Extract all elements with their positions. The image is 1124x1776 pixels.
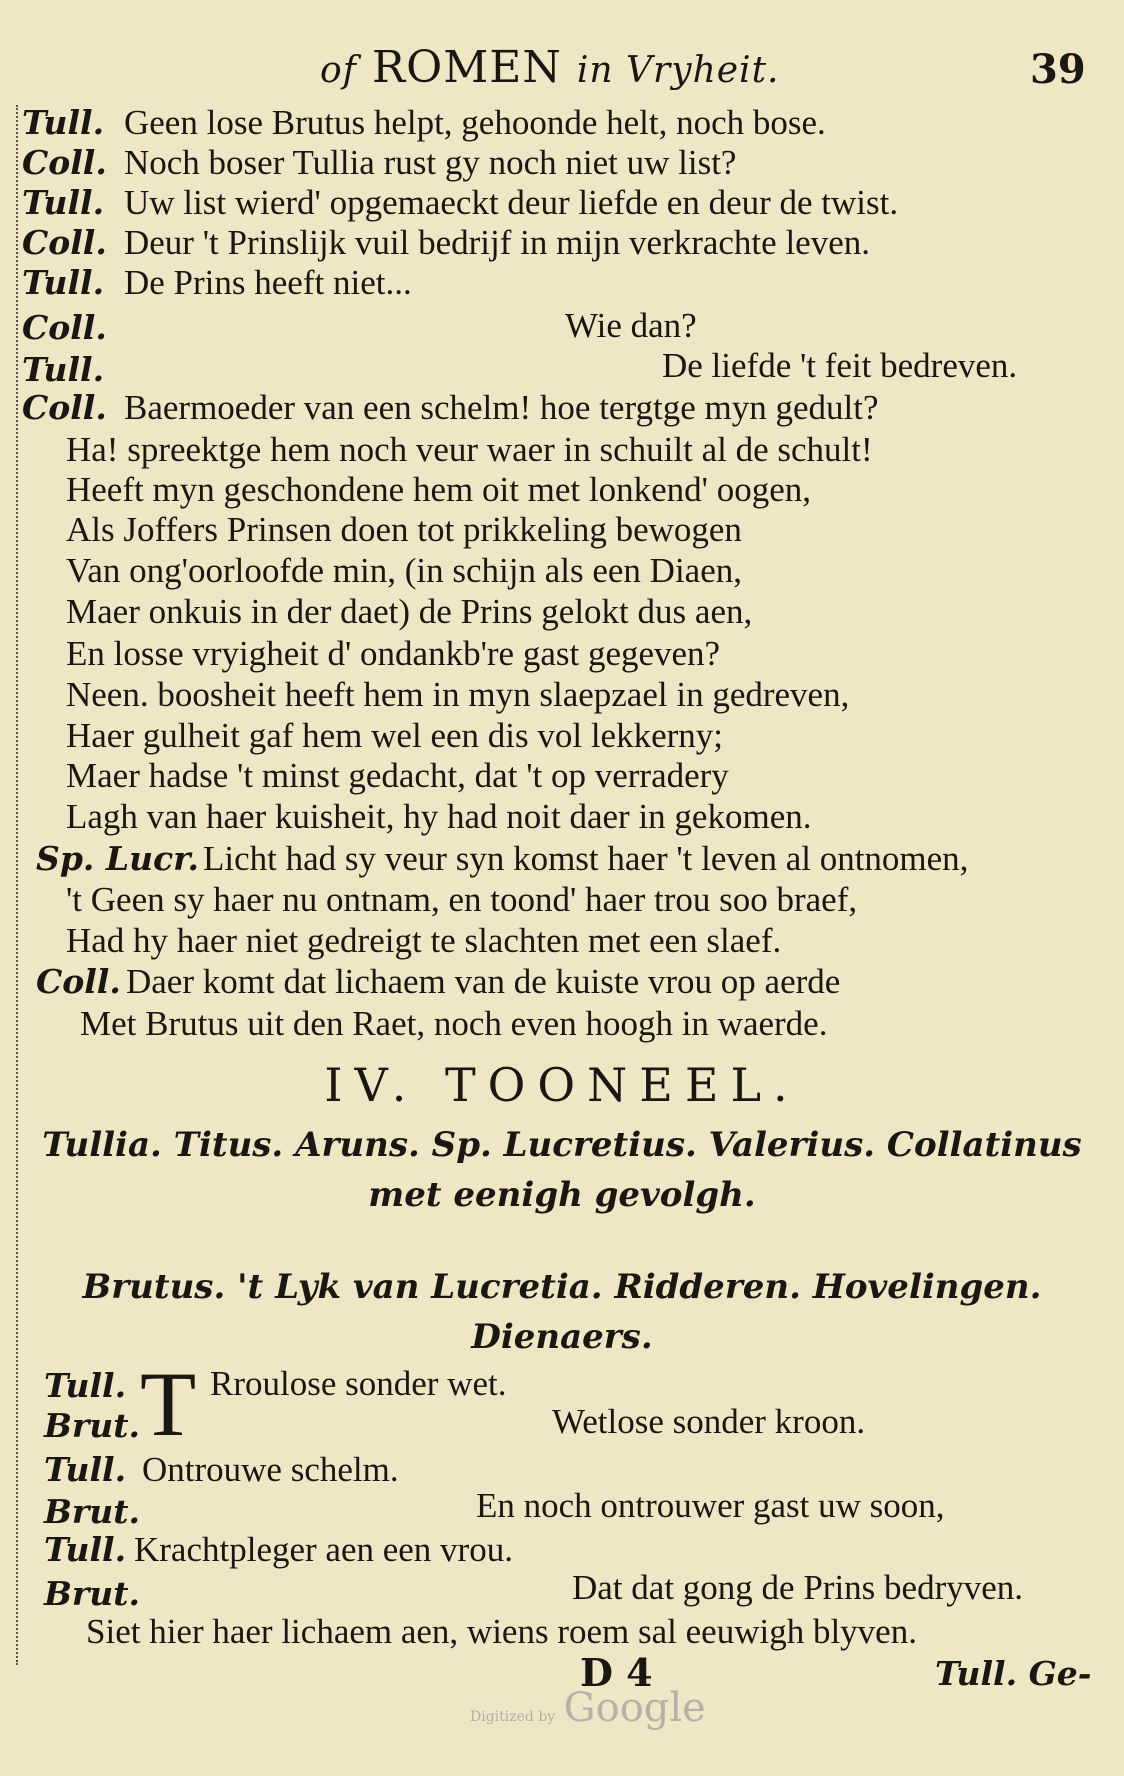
- verse-line: Van ong'oorloofde min, (in schijn als een Diaen,: [66, 551, 743, 590]
- verse-line: Deur 't Prinslijk vuil bedrijf in mijn verkrachte leven.: [124, 223, 870, 262]
- verse-line: En noch ontrouwer gast uw soon,: [476, 1486, 945, 1525]
- speaker-label: Coll.: [22, 223, 107, 262]
- speaker-label: Coll.: [22, 143, 107, 182]
- verse-line: De Prins heeft niet...: [124, 263, 412, 302]
- speaker-label: Brut.: [44, 1406, 141, 1445]
- verse-line: Dat dat gong de Prins bedryven.: [572, 1568, 1024, 1607]
- verse-line: Geen lose Brutus helpt, gehoonde helt, noch bose.: [124, 103, 826, 142]
- page-header: [0, 38, 1124, 98]
- verse-line: Ontrouwe schelm.: [142, 1450, 399, 1489]
- speaker-label: Tull.: [44, 1530, 127, 1569]
- left-margin-rule: [16, 105, 18, 1665]
- digitized-watermark: [470, 1685, 706, 1731]
- speaker-label: Tull.: [22, 350, 105, 389]
- speaker-label: Sp. Lucr.: [36, 839, 200, 878]
- verse-line: 't Geen sy haer nu ontnam, en toond' haer trou soo braef,: [66, 880, 858, 919]
- verse-line: Als Joffers Prinsen doen tot prikkeling bewogen: [66, 510, 742, 549]
- verse-line: Baermoeder van een schelm! hoe tergtge myn gedult?: [124, 388, 879, 427]
- verse-line: Maer onkuis in der daet) de Prins gelokt dus aen,: [66, 592, 753, 631]
- dramatis-personae-line: Brutus. 't Lyk van Lucretia. Ridderen. Hovelingen.: [82, 1267, 1042, 1307]
- drop-cap: T: [140, 1353, 197, 1455]
- dramatis-personae-line: Tullia. Titus. Aruns. Sp. Lucretius. Valerius. Collatinus: [42, 1125, 1082, 1165]
- dramatis-personae-line: met eenigh gevolgh.: [368, 1175, 756, 1215]
- speaker-label: Tull.: [44, 1450, 127, 1489]
- catchword: Tull. Ge-: [935, 1654, 1092, 1693]
- speaker-label: Tull.: [22, 263, 105, 302]
- dramatis-personae-line: Dienaers.: [471, 1317, 653, 1357]
- verse-line: En losse vryigheit d' ondankb're gast gegeven?: [66, 634, 721, 673]
- verse-line: Neen. boosheit heeft hem in myn slaepzael in gedreven,: [66, 675, 850, 714]
- running-title-post: in Vryheit.: [576, 50, 780, 91]
- verse-line: Maer hadse 't minst gedacht, dat 't op verradery: [66, 756, 729, 795]
- speaker-label: Tull.: [22, 103, 105, 142]
- verse-line: Had hy haer niet gedreigt te slachten met een slaef.: [66, 921, 782, 960]
- verse-line: Heeft myn geschondene hem oit met lonkend' oogen,: [66, 470, 811, 509]
- google-logo: Google: [563, 1685, 706, 1731]
- verse-line: De liefde 't feit bedreven.: [662, 346, 1018, 385]
- running-title-pre: of: [320, 50, 357, 91]
- speaker-label: Coll.: [22, 308, 107, 347]
- verse-line: Daer komt dat lichaem van de kuiste vrou op aerde: [126, 962, 841, 1001]
- verse-line: Rroulose sonder wet.: [210, 1364, 507, 1403]
- page-number: 39: [1030, 46, 1086, 93]
- speaker-label: Coll.: [22, 388, 107, 427]
- verse-line: Haer gulheit gaf hem wel een dis vol lekkerny;: [66, 716, 724, 755]
- speaker-label: Coll.: [36, 962, 121, 1001]
- speaker-label: Brut.: [44, 1492, 141, 1531]
- verse-line: Ha! spreektge hem noch veur waer in schuilt al de schult!: [66, 430, 873, 469]
- verse-line: Krachtpleger aen een vrou.: [134, 1530, 513, 1569]
- watermark-prefix: Digitized by: [470, 1709, 556, 1725]
- verse-line: Siet hier haer lichaem aen, wiens roem sal eeuwigh blyven.: [86, 1612, 917, 1651]
- scene-heading: IV. TOONEEL.: [324, 1058, 800, 1112]
- running-title-main: ROMEN: [372, 42, 562, 93]
- running-title: [320, 42, 779, 93]
- verse-line: Wie dan?: [565, 306, 697, 345]
- speaker-label: Tull.: [22, 183, 105, 222]
- verse-line: Licht had sy veur syn komst haer 't leven al ontnomen,: [203, 839, 969, 878]
- verse-line: Lagh van haer kuisheit, hy had noit daer in gekomen.: [66, 797, 812, 836]
- verse-line: Met Brutus uit den Raet, noch even hoogh in waerde.: [80, 1004, 828, 1043]
- speaker-label: Tull.: [44, 1366, 127, 1405]
- verse-line: Noch boser Tullia rust gy noch niet uw list?: [124, 143, 737, 182]
- signature-mark: D 4: [580, 1650, 653, 1695]
- verse-line: Uw list wierd' opgemaeckt deur liefde en deur de twist.: [124, 183, 899, 222]
- verse-line: Wetlose sonder kroon.: [552, 1402, 866, 1441]
- speaker-label: Brut.: [44, 1574, 141, 1613]
